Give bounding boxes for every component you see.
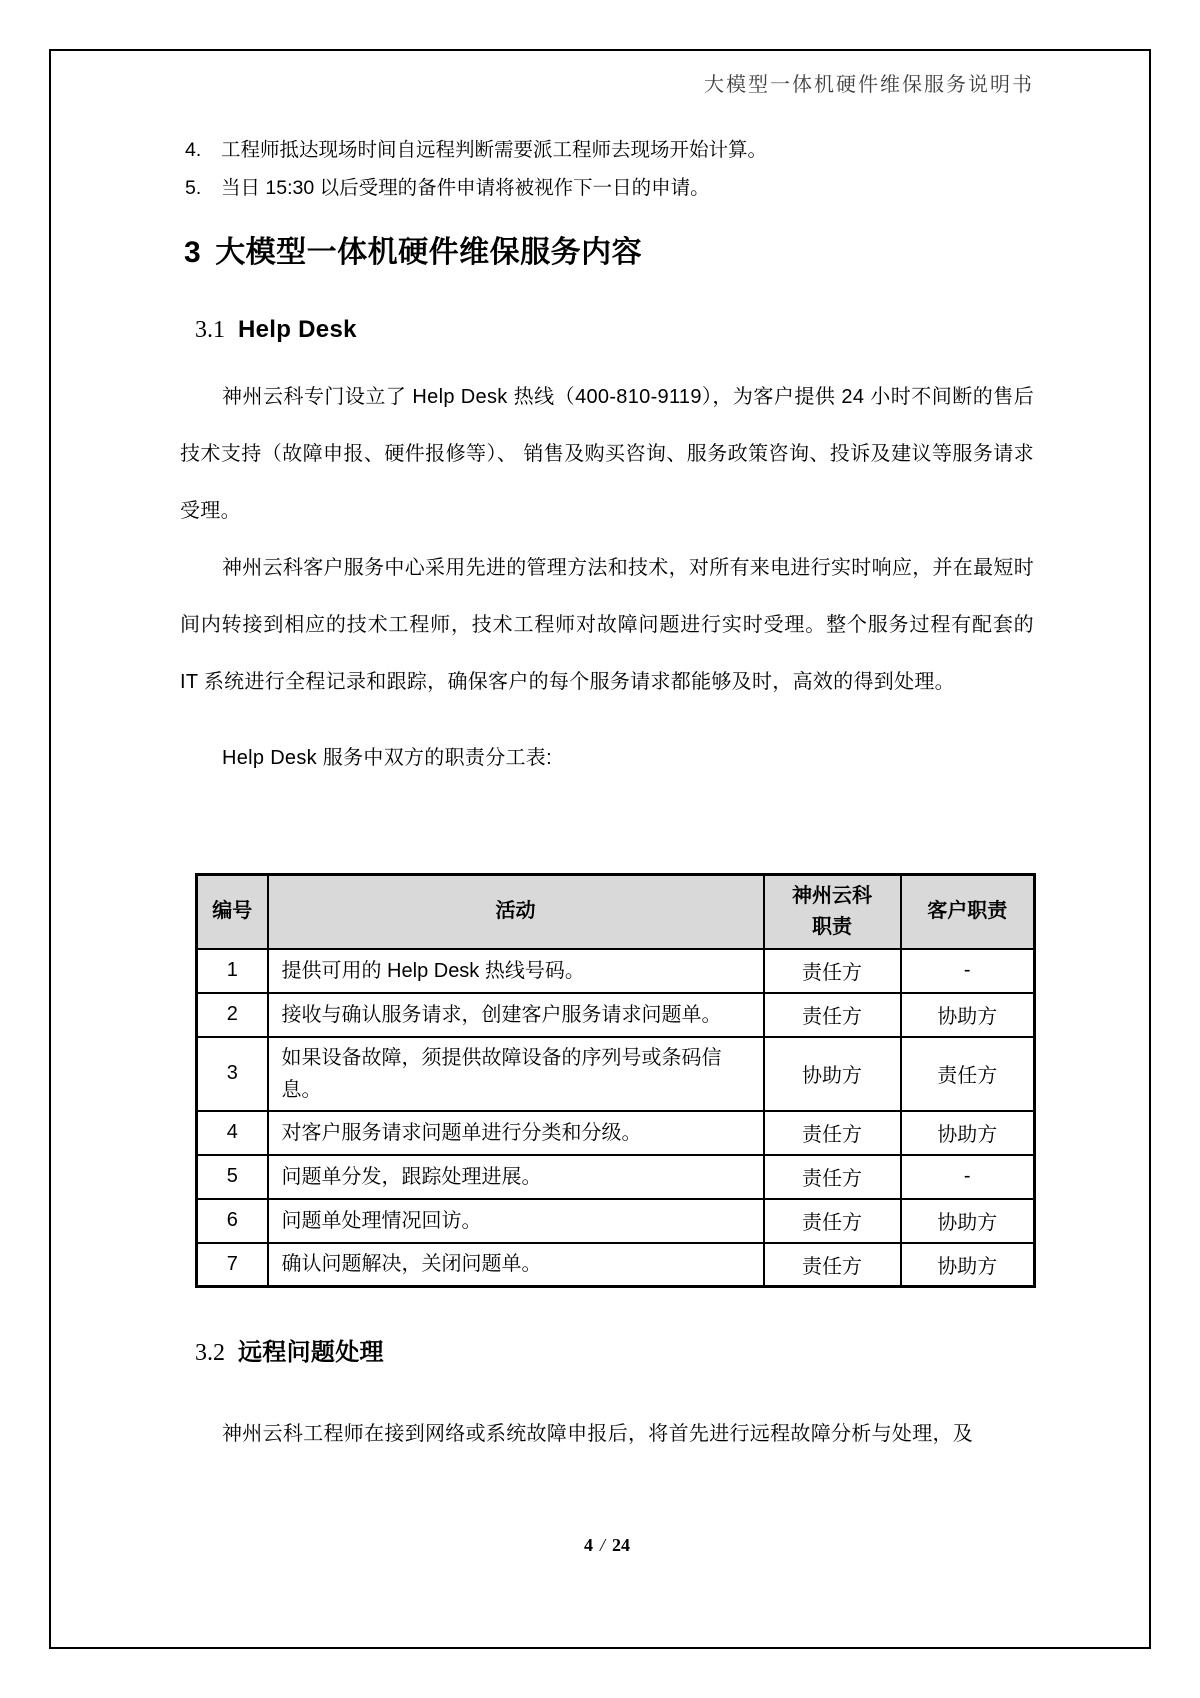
section-3-1-title: Help Desk xyxy=(238,316,357,343)
table-row xyxy=(197,1155,1035,1199)
list-item-text: 当日 15:30 以后受理的备件申请将被视作下一日的申请。 xyxy=(221,177,710,199)
cell-activity: 提供可用的 Help Desk 热线号码。 xyxy=(268,949,764,993)
page-content xyxy=(180,49,1034,1557)
list-item-number: 5. xyxy=(185,177,202,199)
cell-customer-duty: - xyxy=(901,949,1035,993)
cell-customer-duty: - xyxy=(901,1155,1035,1199)
cell-activity: 确认问题解决，关闭问题单。 xyxy=(268,1243,764,1287)
footer-current-page: 4 xyxy=(583,1535,593,1555)
section-3-1-heading xyxy=(180,313,1034,347)
cell-number: 7 xyxy=(197,1243,268,1287)
section-3-2-title: 远程问题处理 xyxy=(238,1339,384,1366)
cell-customer-duty: 协助方 xyxy=(901,993,1035,1037)
table-row xyxy=(197,1243,1035,1287)
running-header xyxy=(180,71,1034,99)
page-footer xyxy=(180,1533,1034,1557)
column-header-vendor-duty-line1: 神州云科 xyxy=(792,884,872,907)
cell-activity: 对客户服务请求问题单进行分类和分级。 xyxy=(268,1111,764,1155)
cell-number: 6 xyxy=(197,1199,268,1243)
cell-activity: 如果设备故障，须提供故障设备的序列号或条码信息。 xyxy=(268,1037,764,1111)
section-3-2-number: 3.2 xyxy=(195,1340,225,1366)
running-header-title: 大模型一体机硬件维保服务说明书 xyxy=(704,74,1034,96)
table-row xyxy=(197,993,1035,1037)
list-item xyxy=(180,131,1034,169)
cell-vendor-duty: 责任方 xyxy=(764,993,901,1037)
cell-customer-duty: 协助方 xyxy=(901,1111,1035,1155)
footer-separator: / xyxy=(599,1535,605,1555)
cell-vendor-duty: 责任方 xyxy=(764,949,901,993)
cell-number: 1 xyxy=(197,949,268,993)
cell-vendor-duty: 责任方 xyxy=(764,1199,901,1243)
cell-number: 4 xyxy=(197,1111,268,1155)
cell-vendor-duty: 责任方 xyxy=(764,1111,901,1155)
section-3-1-number: 3.1 xyxy=(195,317,225,343)
paragraph-helpdesk-2: 神州云科客户服务中心采用先进的管理方法和技术，对所有来电进行实时响应，并在最短时间内转接到相应的技术工程师，技术工程师对故障问题进行实时受理。整个服务过程有配套的 IT 系统进行全程记录和跟踪，确保客户的每个服务请求都能够及时，高效的得到处理。 xyxy=(180,557,1034,693)
cell-number: 3 xyxy=(197,1037,268,1111)
section-3-2-heading xyxy=(180,1336,1034,1370)
table-header-row xyxy=(197,875,1035,949)
column-header-customer-duty: 客户职责 xyxy=(901,875,1035,949)
footer-total-pages: 24 xyxy=(612,1535,630,1555)
section-3-heading xyxy=(180,233,1034,273)
cell-vendor-duty: 协助方 xyxy=(764,1037,901,1111)
column-header-vendor-duty xyxy=(764,875,901,949)
cell-vendor-duty: 责任方 xyxy=(764,1243,901,1287)
column-header-vendor-duty-line2: 职责 xyxy=(812,915,852,938)
column-header-activity: 活动 xyxy=(268,875,764,949)
paragraph-helpdesk-1: 神州云科专门设立了 Help Desk 热线（400-810-9119），为客户提供 24 小时不间断的售后技术支持（故障申报、硬件报修等）、 销售及购买咨询、服务政策咨询、投诉及建议等服务请求受理。 xyxy=(180,386,1034,522)
list-item-text: 工程师抵达现场时间自远程判断需要派工程师去现场开始计算。 xyxy=(221,139,768,161)
column-header-number: 编号 xyxy=(197,875,268,949)
cell-number: 2 xyxy=(197,993,268,1037)
table-row xyxy=(197,1199,1035,1243)
numbered-list xyxy=(180,131,1034,207)
paragraph-remote-handling: 神州云科工程师在接到网络或系统故障申报后，将首先进行远程故障分析与处理，及 xyxy=(222,1423,974,1445)
section-3-title: 大模型一体机硬件维保服务内容 xyxy=(215,236,643,269)
cell-customer-duty: 责任方 xyxy=(901,1037,1035,1111)
table-intro-text: Help Desk 服务中双方的职责分工表: xyxy=(222,747,552,769)
responsibility-table xyxy=(195,873,1036,1288)
cell-customer-duty: 协助方 xyxy=(901,1199,1035,1243)
cell-activity: 问题单处理情况回访。 xyxy=(268,1199,764,1243)
table-row xyxy=(197,1111,1035,1155)
list-item xyxy=(180,169,1034,207)
cell-vendor-duty: 责任方 xyxy=(764,1155,901,1199)
cell-customer-duty: 协助方 xyxy=(901,1243,1035,1287)
cell-activity: 问题单分发，跟踪处理进展。 xyxy=(268,1155,764,1199)
cell-number: 5 xyxy=(197,1155,268,1199)
table-row xyxy=(197,1037,1035,1111)
cell-activity: 接收与确认服务请求，创建客户服务请求问题单。 xyxy=(268,993,764,1037)
list-item-number: 4. xyxy=(185,139,202,161)
table-row xyxy=(197,949,1035,993)
section-3-number: 3 xyxy=(184,236,202,269)
